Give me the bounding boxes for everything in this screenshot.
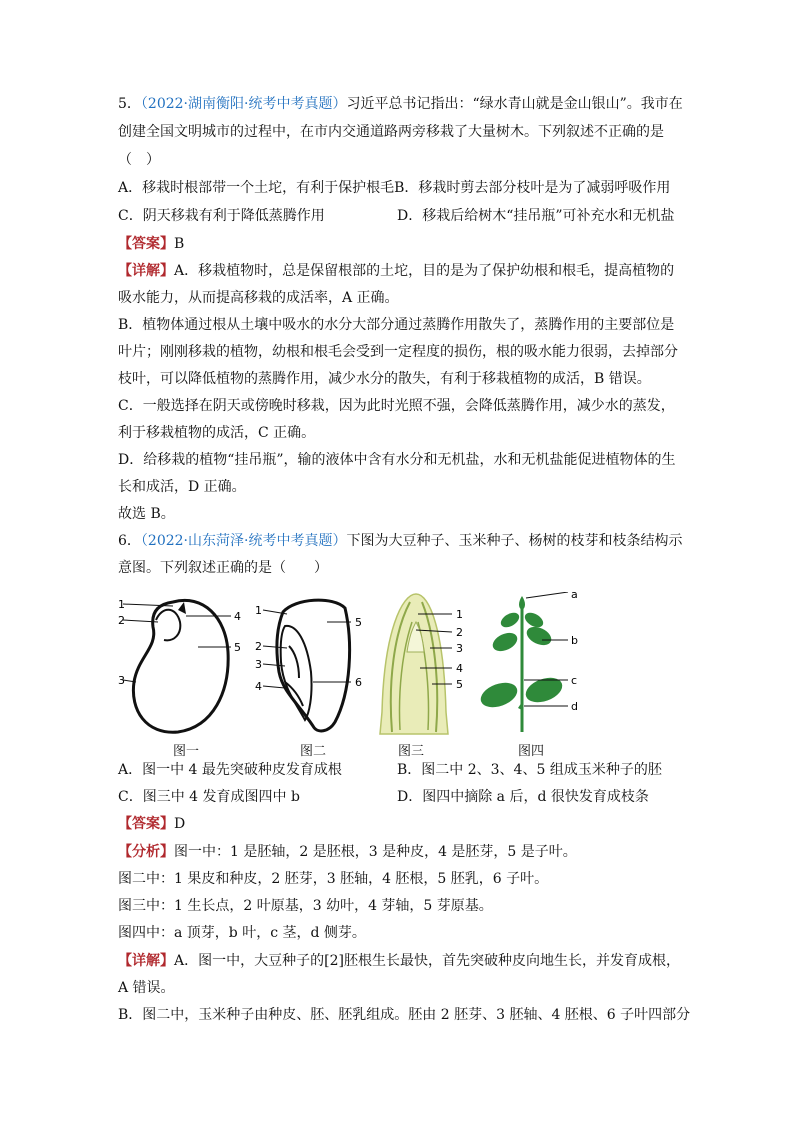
q5-detail-line-4: 枝叶，可以降低植物的蒸腾作用，减少水分的散失，有利于移栽植物的成活，B 错误。: [118, 371, 651, 387]
q5-source: （2022·湖南衡阳·统考中考真题）: [140, 96, 347, 112]
figure-3-bud-section: [374, 592, 474, 737]
q5-detail-line-7: D．给移栽的植物“挂吊瓶”，输的液体中含有水分和无机盐，水和无机盐能促进植物体的生: [118, 452, 676, 468]
q5-option-c: C．阴天移栽有利于降低蒸腾作用: [118, 208, 325, 224]
q5-answer-tag: 【答案】: [118, 236, 174, 252]
q5-detail-line-0: 【详解】A．移栽植物时，总是保留根部的土坨，目的是为了保护幼根和根毛，提高植物的: [118, 263, 675, 279]
fig3-label-3: 3: [456, 642, 463, 655]
q5-blank: （ ）: [118, 152, 160, 168]
q6-analysis-line-1: 图二中：1 果皮和种皮，2 胚芽，3 胚轴，4 胚根，5 胚乳，6 子叶。: [118, 871, 549, 887]
fig2-label-1: 1: [255, 604, 262, 617]
q5-option-d: D．移栽后给树木“挂吊瓶”可补充水和无机盐: [397, 208, 675, 224]
q6-analysis-line-3: 图四中：a 顶芽，b 叶，c 茎，d 侧芽。: [118, 925, 366, 941]
fig2-label-3: 3: [255, 658, 262, 671]
q5-detail-line-6: 利于移栽植物的成活，C 正确。: [118, 425, 316, 441]
q6-analysis-line-2: 图三中：1 生长点，2 叶原基，3 幼叶，4 芽轴，5 芽原基。: [118, 898, 493, 914]
q5-number: 5．: [118, 96, 141, 112]
fig3-label-4: 4: [456, 662, 463, 675]
q6-analysis-tag: 【分析】: [118, 844, 174, 860]
q6-option-d: D．图四中摘除 a 后，d 很快发育成枝条: [397, 789, 649, 805]
q5-stem-1: 习近平总书记指出：“绿水青山就是金山银山”。我市在: [346, 96, 683, 112]
fig1-label-2: 2: [118, 614, 125, 627]
q6-answer-tag: 【答案】: [118, 816, 174, 832]
fig1-label-4: 4: [234, 610, 241, 623]
q6-detail-line-2: B．图二中，玉米种子由种皮、胚、胚乳组成。胚由 2 胚芽、3 胚轴、4 胚根、6 子叶四部分: [118, 1007, 691, 1023]
fig3-label-2: 2: [456, 626, 463, 639]
q5-answer-value: B: [174, 236, 185, 252]
q6-stem-1: 下图为大豆种子、玉米种子、杨树的枝芽和枝条结构示: [346, 533, 683, 549]
q6-stem-line-2: 意图。下列叙述正确的是（ ）: [118, 560, 328, 576]
q5-options-row-1: [118, 178, 678, 198]
q6-options-row-2: [118, 787, 678, 807]
q5-detail-line-5: C．一般选择在阴天或傍晚时移栽，因为此时光照不强，会降低蒸腾作用，减少水的蒸发，: [118, 398, 675, 414]
q6-answer: [118, 814, 678, 834]
q6-detail-tag: 【详解】: [118, 953, 174, 969]
q5-option-a: A．移栽时根部带一个土坨，有利于保护根毛: [118, 180, 395, 196]
figure-2-corn-seed: [255, 592, 370, 737]
fig3-caption: 图三: [398, 744, 425, 759]
q6-answer-value: D: [174, 816, 186, 832]
q5-stem-line-2: 创建全国文明城市的过程中，在市内交通道路两旁移栽了大量树木。下列叙述不正确的是: [118, 124, 664, 140]
fig3-label-5: 5: [456, 678, 463, 691]
figure-1-soybean-seed: [118, 592, 253, 737]
q6-analysis-line-0: 【分析】图一中：1 是胚轴，2 是胚根，3 是种皮，4 是胚芽，5 是子叶。: [118, 844, 577, 860]
fig1-label-3: 3: [118, 674, 125, 687]
q6-option-b: B．图二中 2、3、4、5 组成玉米种子的胚: [397, 762, 662, 778]
figure-4-twig: [478, 592, 588, 737]
fig4-label-a: a: [571, 592, 578, 601]
q5-detail-line-1: 吸水能力，从而提高移栽的成活率，A 正确。: [118, 290, 399, 306]
fig3-label-1: 1: [456, 608, 463, 621]
fig1-caption: 图一: [173, 744, 200, 759]
fig1-label-1: 1: [118, 598, 125, 611]
fig2-label-4: 4: [255, 680, 262, 693]
q6-number: 6．: [118, 533, 141, 549]
q5-options-row-2: [118, 206, 678, 226]
q5-detail-tag: 【详解】: [118, 263, 174, 279]
q5-answer: [118, 234, 678, 254]
fig1-label-5: 5: [234, 641, 241, 654]
fig2-label-2: 2: [255, 640, 262, 653]
q6-option-c: C．图三中 4 发育成图四中 b: [118, 789, 300, 805]
q5-stem-line-1: [118, 94, 683, 114]
q6-detail-line-0: 【详解】A．图一中，大豆种子的[2]胚根生长最快，首先突破种皮向地生长，并发育成根，: [118, 953, 680, 969]
fig2-caption: 图二: [300, 744, 327, 759]
q5-detail-line-8: 长和成活，D 正确。: [118, 479, 246, 495]
q5-option-b: B．移栽时剪去部分枝叶是为了减弱呼吸作用: [394, 180, 671, 196]
q6-source: （2022·山东菏泽·统考中考真题）: [140, 533, 347, 549]
fig4-caption: 图四: [518, 744, 545, 759]
q6-options-row-1: [118, 760, 678, 780]
fig2-label-6: 6: [355, 676, 362, 689]
fig4-label-b: b: [571, 634, 578, 647]
q5-detail-line-2: B．植物体通过根从土壤中吸水的水分大部分通过蒸腾作用散失了，蒸腾作用的主要部位是: [118, 317, 675, 333]
fig2-label-5: 5: [355, 616, 362, 629]
q6-stem-line-1: [118, 531, 683, 551]
fig4-label-c: c: [571, 674, 578, 687]
q5-detail-line-9: 故选 B。: [118, 506, 175, 522]
fig4-label-d: d: [571, 700, 578, 713]
q6-option-a: A．图一中 4 最先突破种皮发育成根: [118, 762, 342, 778]
q5-detail-line-3: 叶片；刚刚移栽的植物，幼根和根毛会受到一定程度的损伤，根的吸水能力很弱，去掉部分: [118, 344, 678, 360]
q6-detail-line-1: A 错误。: [118, 980, 175, 996]
